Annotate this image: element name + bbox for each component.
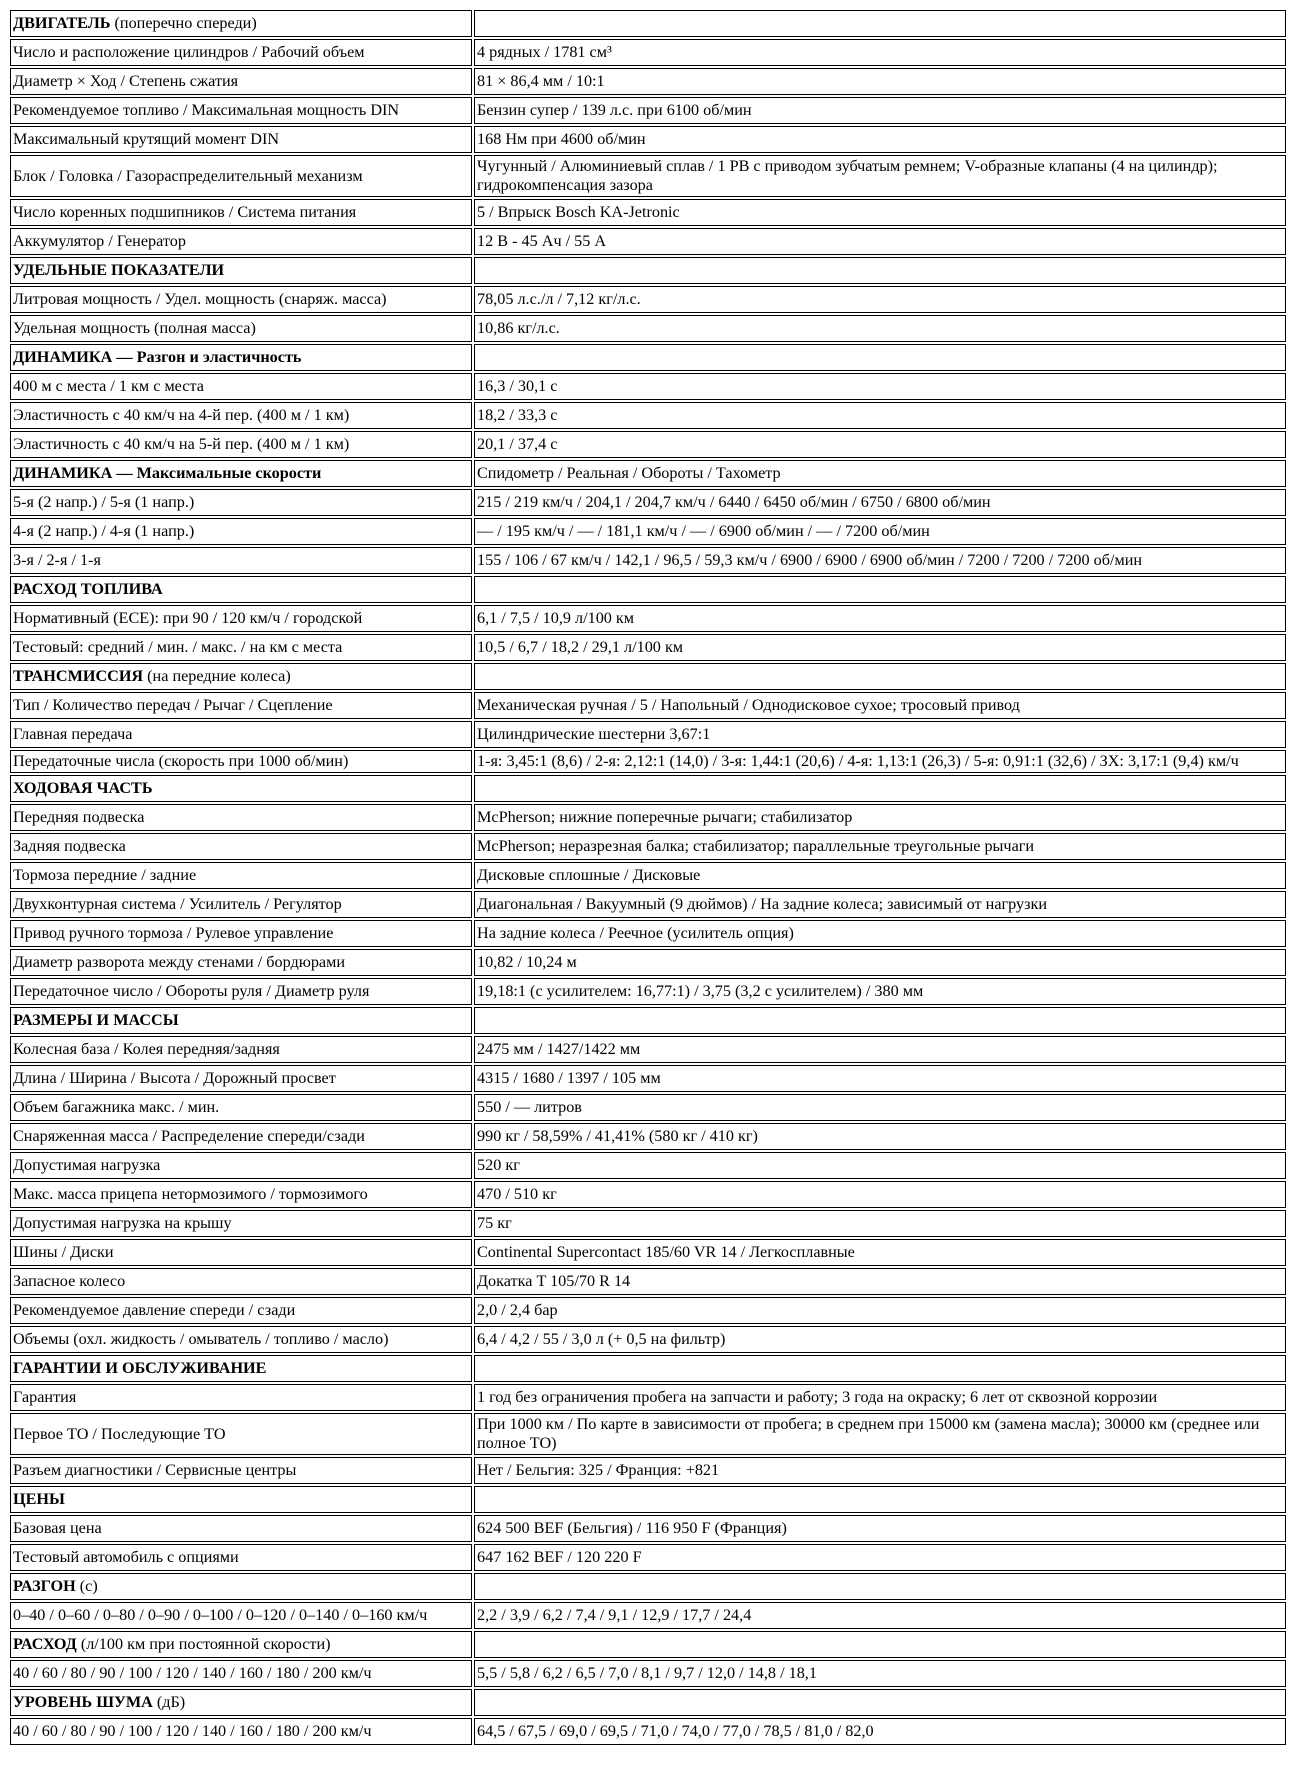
section-header-row — [10, 1689, 1286, 1716]
section-value-cell: Спидометр / Реальная / Обороты / Тахометр — [474, 460, 1286, 487]
section-value-cell — [474, 576, 1286, 603]
spec-value-cell: При 1000 км / По карте в зависимости от пробега; в среднем при 15000 км (замена масла); 30000 км (среднее или полное ТО) — [474, 1413, 1286, 1455]
spec-value-cell: 18,2 / 33,3 с — [474, 402, 1286, 429]
section-subtitle: (дБ) — [152, 1693, 186, 1711]
spec-row — [10, 1326, 1286, 1353]
spec-value-cell: 78,05 л.с./л / 7,12 кг/л.с. — [474, 286, 1286, 313]
spec-row — [10, 1239, 1286, 1266]
section-title-cell — [10, 663, 472, 690]
spec-row — [10, 978, 1286, 1005]
spec-label-cell: Диаметр × Ход / Степень сжатия — [10, 68, 472, 95]
spec-value-cell: 168 Нм при 4600 об/мин — [474, 126, 1286, 153]
section-title: ДИНАМИКА — Максимальные скорости — [13, 464, 322, 482]
spec-value-cell: 155 / 106 / 67 км/ч / 142,1 / 96,5 / 59,3 км/ч / 6900 / 6900 / 6900 об/мин / 7200 / 7200 / 7200 об/мин — [474, 547, 1286, 574]
section-title-cell — [10, 1355, 472, 1382]
spec-value-cell: 520 кг — [474, 1152, 1286, 1179]
spec-row — [10, 1036, 1286, 1063]
section-title-cell — [10, 1631, 472, 1658]
spec-label-cell: Тип / Количество передач / Рычаг / Сцепление — [10, 692, 472, 719]
spec-row — [10, 1268, 1286, 1295]
spec-row — [10, 1544, 1286, 1571]
section-value-cell — [474, 257, 1286, 284]
spec-label-cell: Разъем диагностики / Сервисные центры — [10, 1457, 472, 1484]
section-title-cell — [10, 775, 472, 802]
spec-value-cell: 1 год без ограничения пробега на запчасти и работу; 3 года на окраску; 6 лет от сквозной коррозии — [474, 1384, 1286, 1411]
spec-row — [10, 1210, 1286, 1237]
section-title-cell — [10, 1573, 472, 1600]
spec-value-cell: 624 500 BEF (Бельгия) / 116 950 F (Франция) — [474, 1515, 1286, 1542]
spec-label-cell: Шины / Диски — [10, 1239, 472, 1266]
spec-value-cell: 2475 мм / 1427/1422 мм — [474, 1036, 1286, 1063]
spec-label-cell: Число коренных подшипников / Система питания — [10, 199, 472, 226]
spec-label-cell: Тестовый автомобиль с опциями — [10, 1544, 472, 1571]
section-title: ТРАНСМИССИЯ — [13, 667, 144, 685]
spec-value-cell: Цилиндрические шестерни 3,67:1 — [474, 721, 1286, 748]
spec-row — [10, 315, 1286, 342]
spec-row — [10, 518, 1286, 545]
spec-row — [10, 692, 1286, 719]
spec-value-cell: 215 / 219 км/ч / 204,1 / 204,7 км/ч / 6440 / 6450 об/мин / 6750 / 6800 об/мин — [474, 489, 1286, 516]
section-title: ГАРАНТИИ И ОБСЛУЖИВАНИЕ — [13, 1359, 267, 1377]
spec-label-cell: 400 м с места / 1 км с места — [10, 373, 472, 400]
spec-value-cell: 20,1 / 37,4 с — [474, 431, 1286, 458]
spec-label-cell: 40 / 60 / 80 / 90 / 100 / 120 / 140 / 160 / 180 / 200 км/ч — [10, 1718, 472, 1745]
spec-label-cell: Максимальный крутящий момент DIN — [10, 126, 472, 153]
spec-label-cell: Макс. масса прицепа нетормозимого / тормозимого — [10, 1181, 472, 1208]
spec-label-cell: Диаметр разворота между стенами / бордюрами — [10, 949, 472, 976]
spec-value-cell: 550 / — литров — [474, 1094, 1286, 1121]
spec-row — [10, 1718, 1286, 1745]
spec-value-cell: Докатка T 105/70 R 14 — [474, 1268, 1286, 1295]
spec-value-cell: Continental Supercontact 185/60 VR 14 / Легкосплавные — [474, 1239, 1286, 1266]
spec-label-cell: Эластичность с 40 км/ч на 4-й пер. (400 м / 1 км) — [10, 402, 472, 429]
spec-label-cell: Тестовый: средний / мин. / макс. / на км с места — [10, 634, 472, 661]
spec-value-cell: 10,5 / 6,7 / 18,2 / 29,1 л/100 км — [474, 634, 1286, 661]
spec-row — [10, 155, 1286, 197]
section-title-cell — [10, 1689, 472, 1716]
spec-label-cell: Нормативный (ECE): при 90 / 120 км/ч / городской — [10, 605, 472, 632]
spec-row — [10, 286, 1286, 313]
spec-value-cell: 16,3 / 30,1 с — [474, 373, 1286, 400]
section-subtitle: (с) — [75, 1577, 98, 1595]
section-title: РАЗМЕРЫ И МАССЫ — [13, 1011, 179, 1029]
spec-label-cell: Задняя подвеска — [10, 833, 472, 860]
spec-value-cell: Чугунный / Алюминиевый сплав / 1 РВ с приводом зубчатым ремнем; V-образные клапаны (4 на цилиндр); гидрокомпенсация зазора — [474, 155, 1286, 197]
spec-row — [10, 431, 1286, 458]
spec-value-cell: Диагональная / Вакуумный (9 дюймов) / На задние колеса; зависимый от нагрузки — [474, 891, 1286, 918]
spec-label-cell: Снаряженная масса / Распределение спереди/сзади — [10, 1123, 472, 1150]
spec-row — [10, 891, 1286, 918]
section-header-row — [10, 663, 1286, 690]
spec-row — [10, 1123, 1286, 1150]
section-value-cell — [474, 1573, 1286, 1600]
section-header-row — [10, 775, 1286, 802]
spec-label-cell: Число и расположение цилиндров / Рабочий объем — [10, 39, 472, 66]
section-title-cell — [10, 10, 472, 37]
spec-row — [10, 605, 1286, 632]
spec-table — [8, 8, 1288, 1747]
spec-row — [10, 1457, 1286, 1484]
spec-value-cell: Дисковые сплошные / Дисковые — [474, 862, 1286, 889]
section-header-row — [10, 257, 1286, 284]
spec-row — [10, 39, 1286, 66]
spec-label-cell: Привод ручного тормоза / Рулевое управление — [10, 920, 472, 947]
spec-value-cell: 2,2 / 3,9 / 6,2 / 7,4 / 9,1 / 12,9 / 17,7 / 24,4 — [474, 1602, 1286, 1629]
spec-label-cell: Допустимая нагрузка на крышу — [10, 1210, 472, 1237]
spec-row — [10, 547, 1286, 574]
spec-label-cell: 3-я / 2-я / 1-я — [10, 547, 472, 574]
spec-value-cell: 5 / Впрыск Bosch KA-Jetronic — [474, 199, 1286, 226]
section-title: ЦЕНЫ — [13, 1490, 65, 1508]
section-value-cell — [474, 344, 1286, 371]
spec-value-cell: 1-я: 3,45:1 (8,6) / 2-я: 2,12:1 (14,0) / 3-я: 1,44:1 (20,6) / 4-я: 1,13:1 (26,3) / 5-я: 0,91:1 (32,6) / ЗХ: 3,17:1 (9,4) км/ч — [474, 750, 1286, 773]
section-title-cell — [10, 576, 472, 603]
spec-row — [10, 489, 1286, 516]
section-title-cell — [10, 1007, 472, 1034]
spec-label-cell: 5-я (2 напр.) / 5-я (1 напр.) — [10, 489, 472, 516]
spec-row — [10, 1152, 1286, 1179]
section-title-cell — [10, 257, 472, 284]
spec-row — [10, 1660, 1286, 1687]
section-subtitle: (л/100 км при постоянной скорости) — [76, 1635, 331, 1653]
section-title: РАСХОД ТОПЛИВА — [13, 580, 163, 598]
spec-value-cell: McPherson; неразрезная балка; стабилизатор; параллельные треугольные рычаги — [474, 833, 1286, 860]
spec-label-cell: Передняя подвеска — [10, 804, 472, 831]
spec-label-cell: 40 / 60 / 80 / 90 / 100 / 120 / 140 / 160 / 180 / 200 км/ч — [10, 1660, 472, 1687]
spec-row — [10, 373, 1286, 400]
spec-label-cell: 0–40 / 0–60 / 0–80 / 0–90 / 0–100 / 0–120 / 0–140 / 0–160 км/ч — [10, 1602, 472, 1629]
spec-value-cell: 470 / 510 кг — [474, 1181, 1286, 1208]
spec-row — [10, 126, 1286, 153]
spec-value-cell: 2,0 / 2,4 бар — [474, 1297, 1286, 1324]
section-title-cell — [10, 344, 472, 371]
spec-row — [10, 949, 1286, 976]
section-header-row — [10, 1007, 1286, 1034]
spec-row — [10, 402, 1286, 429]
spec-value-cell: 6,1 / 7,5 / 10,9 л/100 км — [474, 605, 1286, 632]
section-value-cell — [474, 1355, 1286, 1382]
section-title: РАЗГОН — [13, 1577, 76, 1595]
spec-table-body — [10, 10, 1286, 1745]
section-value-cell — [474, 1631, 1286, 1658]
section-subtitle: (на передние колеса) — [143, 667, 291, 685]
section-value-cell — [474, 1486, 1286, 1513]
spec-row — [10, 68, 1286, 95]
spec-label-cell: Передаточное число / Обороты руля / Диаметр руля — [10, 978, 472, 1005]
spec-value-cell: На задние колеса / Реечное (усилитель опция) — [474, 920, 1286, 947]
spec-value-cell: 4 рядных / 1781 см³ — [474, 39, 1286, 66]
spec-label-cell: Удельная мощность (полная масса) — [10, 315, 472, 342]
spec-row — [10, 1181, 1286, 1208]
section-header-row — [10, 1631, 1286, 1658]
spec-label-cell: Допустимая нагрузка — [10, 1152, 472, 1179]
section-subtitle: (поперечно спереди) — [110, 14, 257, 32]
spec-label-cell: Объемы (охл. жидкость / омыватель / топливо / масло) — [10, 1326, 472, 1353]
spec-label-cell: Рекомендуемое топливо / Максимальная мощность DIN — [10, 97, 472, 124]
spec-value-cell: — / 195 км/ч / — / 181,1 км/ч / — / 6900 об/мин / — / 7200 об/мин — [474, 518, 1286, 545]
section-value-cell — [474, 1007, 1286, 1034]
spec-label-cell: Первое ТО / Последующие ТО — [10, 1413, 472, 1455]
section-value-cell — [474, 663, 1286, 690]
spec-label-cell: Тормоза передние / задние — [10, 862, 472, 889]
spec-label-cell: 4-я (2 напр.) / 4-я (1 напр.) — [10, 518, 472, 545]
spec-value-cell: 10,86 кг/л.с. — [474, 315, 1286, 342]
section-header-row — [10, 460, 1286, 487]
spec-value-cell: 64,5 / 67,5 / 69,0 / 69,5 / 71,0 / 74,0 / 77,0 / 78,5 / 81,0 / 82,0 — [474, 1718, 1286, 1745]
section-title: ДВИГАТЕЛЬ — [13, 14, 111, 32]
spec-value-cell: Бензин супер / 139 л.с. при 6100 об/мин — [474, 97, 1286, 124]
section-header-row — [10, 344, 1286, 371]
spec-label-cell: Главная передача — [10, 721, 472, 748]
spec-value-cell: Механическая ручная / 5 / Напольный / Однодисковое сухое; тросовый привод — [474, 692, 1286, 719]
spec-row — [10, 1413, 1286, 1455]
spec-label-cell: Запасное колесо — [10, 1268, 472, 1295]
spec-label-cell: Гарантия — [10, 1384, 472, 1411]
spec-row — [10, 804, 1286, 831]
spec-label-cell: Двухконтурная система / Усилитель / Регулятор — [10, 891, 472, 918]
spec-value-cell: 647 162 BEF / 120 220 F — [474, 1544, 1286, 1571]
spec-value-cell: 12 В - 45 Ач / 55 А — [474, 228, 1286, 255]
spec-row — [10, 721, 1286, 748]
section-value-cell — [474, 1689, 1286, 1716]
section-value-cell — [474, 10, 1286, 37]
spec-value-cell: Нет / Бельгия: 325 / Франция: +821 — [474, 1457, 1286, 1484]
spec-label-cell: Рекомендуемое давление спереди / сзади — [10, 1297, 472, 1324]
spec-row — [10, 1515, 1286, 1542]
spec-value-cell: 19,18:1 (с усилителем: 16,77:1) / 3,75 (3,2 с усилителем) / 380 мм — [474, 978, 1286, 1005]
section-title-cell — [10, 460, 472, 487]
spec-row — [10, 1384, 1286, 1411]
spec-row — [10, 228, 1286, 255]
section-header-row — [10, 1486, 1286, 1513]
section-title: УДЕЛЬНЫЕ ПОКАЗАТЕЛИ — [13, 261, 225, 279]
spec-row — [10, 750, 1286, 773]
section-title-cell — [10, 1486, 472, 1513]
spec-value-cell: 5,5 / 5,8 / 6,2 / 6,5 / 7,0 / 8,1 / 9,7 / 12,0 / 14,8 / 18,1 — [474, 1660, 1286, 1687]
spec-row — [10, 1094, 1286, 1121]
section-header-row — [10, 10, 1286, 37]
spec-value-cell: 990 кг / 58,59% / 41,41% (580 кг / 410 кг) — [474, 1123, 1286, 1150]
spec-label-cell: Литровая мощность / Удел. мощность (снаряж. масса) — [10, 286, 472, 313]
spec-row — [10, 1602, 1286, 1629]
spec-label-cell: Объем багажника макс. / мин. — [10, 1094, 472, 1121]
spec-value-cell: McPherson; нижние поперечные рычаги; стабилизатор — [474, 804, 1286, 831]
spec-row — [10, 199, 1286, 226]
spec-label-cell: Базовая цена — [10, 1515, 472, 1542]
section-title: УРОВЕНЬ ШУМА — [13, 1693, 153, 1711]
section-title: ДИНАМИКА — Разгон и эластичность — [13, 348, 302, 366]
spec-value-cell: 10,82 / 10,24 м — [474, 949, 1286, 976]
spec-label-cell: Аккумулятор / Генератор — [10, 228, 472, 255]
spec-value-cell: 6,4 / 4,2 / 55 / 3,0 л (+ 0,5 на фильтр) — [474, 1326, 1286, 1353]
section-header-row — [10, 576, 1286, 603]
section-title: ХОДОВАЯ ЧАСТЬ — [13, 779, 153, 797]
spec-row — [10, 1297, 1286, 1324]
spec-value-cell: 4315 / 1680 / 1397 / 105 мм — [474, 1065, 1286, 1092]
spec-value-cell: 75 кг — [474, 1210, 1286, 1237]
spec-label-cell: Длина / Ширина / Высота / Дорожный просвет — [10, 1065, 472, 1092]
section-header-row — [10, 1355, 1286, 1382]
spec-label-cell: Колесная база / Колея передняя/задняя — [10, 1036, 472, 1063]
spec-row — [10, 862, 1286, 889]
spec-label-cell: Эластичность с 40 км/ч на 5-й пер. (400 м / 1 км) — [10, 431, 472, 458]
spec-row — [10, 97, 1286, 124]
spec-row — [10, 833, 1286, 860]
section-header-row — [10, 1573, 1286, 1600]
spec-label-cell: Блок / Головка / Газораспределительный механизм — [10, 155, 472, 197]
spec-label-cell: Передаточные числа (скорость при 1000 об/мин) — [10, 750, 472, 773]
section-value-cell — [474, 775, 1286, 802]
spec-row — [10, 634, 1286, 661]
spec-row — [10, 920, 1286, 947]
section-title: РАСХОД — [13, 1635, 77, 1653]
spec-row — [10, 1065, 1286, 1092]
spec-value-cell: 81 × 86,4 мм / 10:1 — [474, 68, 1286, 95]
